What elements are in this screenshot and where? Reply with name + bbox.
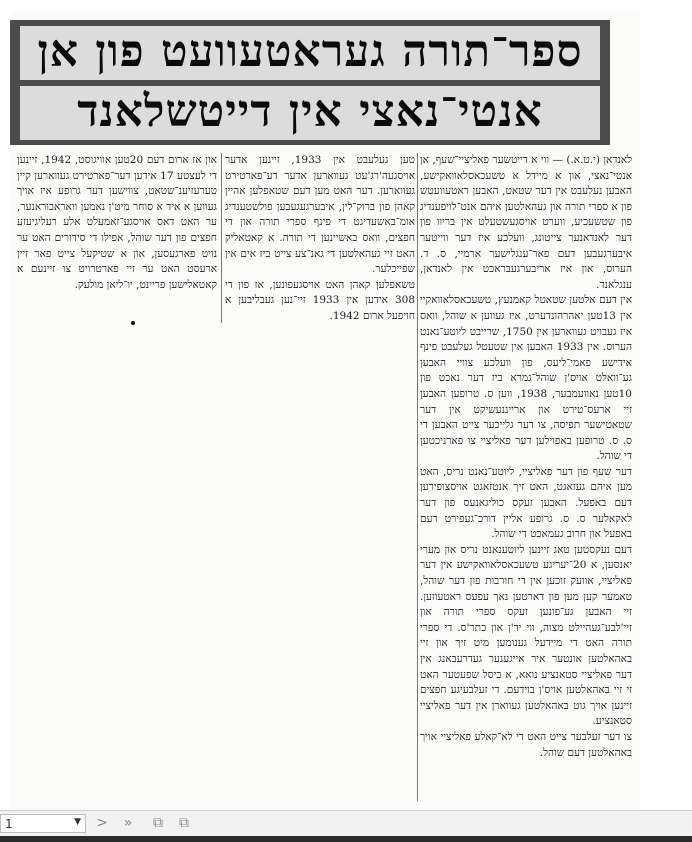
page-select[interactable] bbox=[0, 814, 86, 833]
column-2-text: טען געלעבט אין 1933, זיינען אדער אויסגעה'רג'עט געווארען אדער דע־פארטירט געווארען. דער האט מען דעם שטאפלען אהיין קאהן פון ברוק־לין, איבערגעגעבען פולשטענדיג אומ־באשעדיגט די פינף ספרי תורה און די חפצים, וואס באשיינען די תורה. א קאטאליק האט זיי געהאלטען די גאנ־צע צייט ביז אים אין שפייכלער. טשאפלען קאהן האט אויסגעפונען, אז פון די 308 אידען אין 1933 זיי־נען געבליבען א חויפעל ארום 1942. bbox=[225, 154, 415, 322]
column-divider bbox=[417, 153, 418, 801]
copy-icon[interactable]: ⧉ bbox=[153, 815, 163, 831]
article-column-2 bbox=[225, 153, 415, 328]
window-bottom-edge bbox=[0, 836, 692, 842]
article-headline bbox=[10, 20, 610, 145]
page-number: 1 bbox=[5, 817, 13, 831]
column-1-text: לאנדאן (י.ט.א.) — ווי א דייטשער פאליציי־שעף, אן אנטי־נאצי, און א מיידל א טשעכאסלאוואקישע, האבען נעלעבט אין דער שטאט, האבען ראטעוועטש פון א ספרי תורה און געהאלטען איהם אנט־לויפענדיג פון שטשעכיע, ווערט אויסגעשטעלט אין בריוו פון דער לאנדאנער צייטונג, וועלכע איז דער ווייטער איבערגעבען דעם פאר־ענגלישער ארמיי, ס. ד. הערוס, און איז אריבערגעבראכט אין לאנדאן, ענגלאנד. אין דעם אלטען שטאטל קאמנעץ, טשעכאסלאוואקיי אין 13טען יאהרהונדערט, איז געווען א שוהל, וואס איז געבויט געווארען אין 1750, שרייבט ליוטע־נאנט הערוס. אין 1933 האבען אין שטעטל געלעבט פינף אידישע פאמי־ליעס, פון וועלכע צוויי האבען גע־וואלט אויס'ן שוהל־גמרא ביז דער נאכט פון 10טען נאוועמבער, 1938, ווען ס. טרופען האבען זיי ארעס־טירט און ארייננעשיקט אין דער שטאטישער תפיסה, צו דער גלייכער צייט האבען די ס. ס. טרופען באפוילען דער פאליציי צו פארניכטען די שוהל. דער שעף פון דער פאליציי, ליוטע־נאנט נריס, האט מען איהם געזאגט, האט זיך אנטזאגט אויסצופירען דעם באפעל. האבען זעקס כוליגאנעס פון דער לאקאלער ס. ס. גרופע אליין דורכ־געפירט דעם באפעל און חרוב געמאכט די שוהל. דעם נעקסטען טאג זיינען ליוטענאנט נריס און מערי יאנסען, א 20־יעריגע טשעכאסלאוואקישע אין דער פאליציי, אוועק זוכען אין די חורבות פון דער שוהל, טאמער קען מען פון דארטען נאך עפעס ראטעווען. זיי האבען גע־פונען זעקס ספרי תורה און זיי'לבע־געהיילט מצוה, ווי יד'ן און כתר'ס. די ספרי תורה האט די מיידעל גענומען מיט זיך און זיי באהאלטען אונטער איר אייגענער געדרעבאנג אין דער פאליציי סטאנציע נואא, א ביסל שפעטער האט זי זיי באהאלטען אויס'ן בוידעם. די זעלבעיגע חפצים זיינען אויך גוט באהאלטען געווארן אין דער פאליציי סטאנציע. צו דער זעלבער צייט האט די לא־קאלע פאליציי אויך באהאלטען דעם שוהל. bbox=[420, 154, 632, 759]
viewer-toolbar bbox=[0, 810, 692, 837]
duplicate-icon[interactable]: ⧉ bbox=[179, 815, 189, 831]
column-3-text: און אז ארום דעם 20טען אוויגוסט, 1942, זיינען די לעצטע 17 אידען דער־פארטירט געווארען קיין טערעזיענ־שטאט, צווישען דער גרופע איז אויך געווען א איד א סוחר מיט'ן נאמען וואראבוראנער, ער האט דאס אויסגע־זאמעלט אלע רעליגיעזע חפצים פון דער שוהל, אפילו די סידורים האט ער נויט פארגעסען, און א שטיקעל צייט פאר זיין ארעסט האט ער זיי פארטרויט צו זיינעם א קאטאלישען פריינט, יו־ליאן מולעק. bbox=[17, 154, 217, 291]
article-body bbox=[10, 153, 640, 813]
ink-dot bbox=[131, 321, 135, 325]
next-page-button[interactable]: > bbox=[96, 815, 108, 831]
headline-line-1: ספר־תורה געראטעוועט פון אן bbox=[20, 26, 600, 80]
chevron-down-icon: ▼ bbox=[74, 817, 81, 827]
column-divider bbox=[221, 153, 222, 323]
headline-line-2: אנטי־נאצי אין דייטשלאנד bbox=[20, 86, 600, 140]
article-column-1 bbox=[420, 153, 632, 801]
article-column-3 bbox=[17, 153, 217, 328]
last-page-button[interactable]: » bbox=[123, 815, 133, 831]
